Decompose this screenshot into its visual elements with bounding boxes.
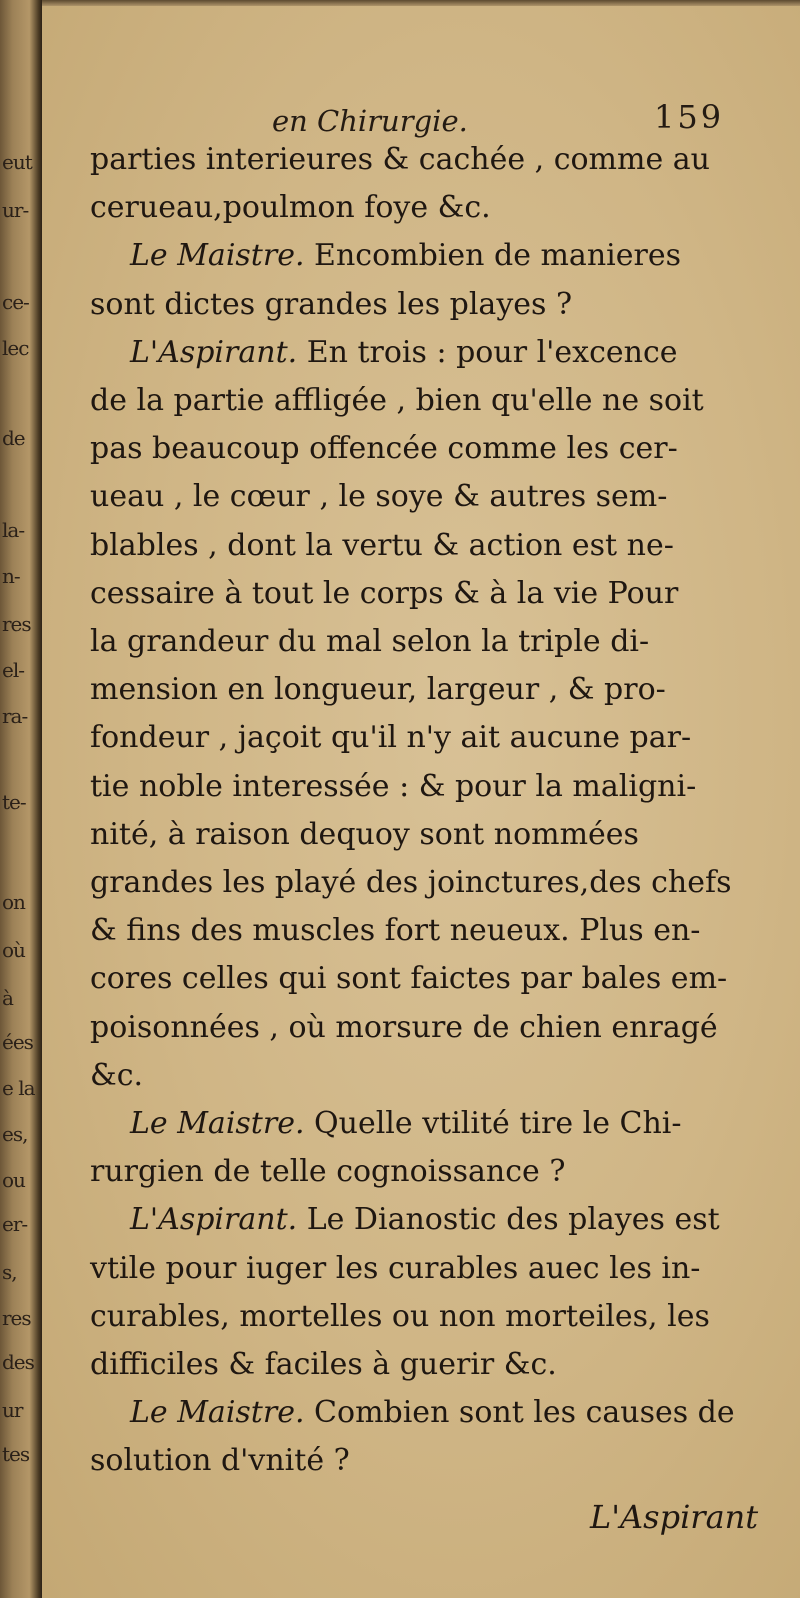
line-text: & fins des muscles fort neueux. Plus en- [90, 913, 701, 949]
text-line [90, 381, 704, 421]
facing-fragment: de [2, 426, 25, 450]
text-line [130, 236, 681, 276]
line-text: fondeur , jaçoit qu'il n'y ait aucune par- [90, 720, 692, 756]
text-line [130, 1104, 682, 1144]
line-text: cerueau,poulmon foye &c. [90, 190, 491, 226]
facing-fragment: n- [2, 564, 20, 588]
text-line [90, 911, 700, 951]
text-line [90, 718, 691, 758]
text-line [130, 333, 678, 373]
line-text: de la partie affligée , bien qu'elle ne soit [90, 383, 704, 418]
facing-fragment: res [2, 612, 31, 636]
text-line [130, 1200, 720, 1240]
facing-fragment: ra- [2, 704, 28, 728]
facing-fragment: ou [2, 1168, 25, 1192]
text-line [90, 1056, 143, 1096]
line-text: poisonnées , où morsure de chien enragé [90, 1009, 718, 1045]
speaker-label: Le Maistre. [130, 1395, 305, 1431]
line-text: Combien sont les causes de [314, 1395, 735, 1431]
facing-fragment: tes [2, 1442, 30, 1466]
text-line [90, 1249, 700, 1289]
text-line [90, 1008, 718, 1048]
line-text: blables , dont la vertu & action est ne- [90, 527, 674, 563]
text-line [90, 1152, 565, 1192]
line-text: curables, mortelles ou non morteiles, les [90, 1298, 710, 1334]
facing-fragment: e la [2, 1076, 35, 1100]
text-line [90, 622, 649, 662]
text-line [90, 285, 572, 325]
facing-fragment: s, [2, 1260, 17, 1284]
text-line [90, 140, 710, 180]
facing-fragment: es, [2, 1122, 28, 1146]
line-text: vtile pour iuger les curables auec les in- [90, 1250, 701, 1286]
book-page [42, 6, 800, 1598]
facing-fragment: à [2, 986, 13, 1010]
line-text: ueau , le cœur , le soye & autres sem- [90, 479, 668, 515]
speaker-label: Le Maistre. [130, 1106, 305, 1141]
facing-fragment: la- [2, 518, 25, 542]
line-text: rurgien de telle cognoissance ? [90, 1154, 566, 1190]
line-text: pas beaucoup offencée comme les cer- [90, 431, 678, 467]
facing-fragment: des [2, 1350, 34, 1374]
line-text: tie noble interessée : & pour la maligni- [90, 768, 697, 804]
line-text: difficiles & faciles à guerir &c. [90, 1347, 557, 1382]
line-text: cessaire à tout le corps & à la vie Pour [90, 575, 679, 611]
facing-fragment: ur [2, 1398, 23, 1422]
line-text: Encombien de manieres [314, 238, 681, 274]
line-text: grandes les playé des joinctures,des chefs [90, 865, 732, 900]
text-line [90, 429, 678, 469]
speaker-label: L'Aspirant. [130, 334, 298, 370]
page-number: 159 [654, 98, 725, 136]
facing-fragment: ées [2, 1030, 33, 1054]
line-text: solution d'vnité ? [90, 1443, 350, 1479]
line-text: sont dictes grandes les playes ? [90, 286, 573, 322]
line-text: mension en longueur, largeur , & pro- [90, 672, 666, 708]
line-text: Quelle vtilité tire le Chi- [314, 1106, 682, 1141]
text-line [90, 1345, 557, 1385]
running-head: en Chirurgie. [272, 104, 468, 138]
facing-fragment: te- [2, 790, 26, 814]
facing-fragment: el- [2, 658, 24, 682]
text-line [90, 670, 666, 710]
facing-fragment: ce- [2, 290, 29, 314]
line-text: parties interieures & cachée , comme au [90, 142, 710, 177]
text-line [90, 959, 727, 999]
text-line [90, 767, 696, 807]
line-text: cores celles qui sont faictes par bales em- [90, 961, 728, 997]
text-line [90, 1441, 350, 1481]
line-text: Le Dianostic des playes est [306, 1202, 720, 1238]
line-text: nité, à raison dequoy sont nommées [90, 816, 639, 852]
text-line [90, 526, 674, 566]
speaker-label: L'Aspirant. [130, 1202, 298, 1238]
text-line [90, 188, 491, 228]
text-line [90, 477, 667, 517]
line-text: En trois : pour l'excence [306, 334, 678, 370]
text-line [90, 574, 678, 614]
line-text: &c. [90, 1057, 144, 1093]
facing-fragment: eut [2, 150, 32, 174]
facing-fragment: où [2, 938, 25, 962]
text-line [90, 863, 731, 903]
facing-fragment: er- [2, 1212, 28, 1236]
catchword: L'Aspirant [590, 1498, 759, 1536]
text-line [130, 1393, 735, 1433]
facing-fragment: ur- [2, 198, 29, 222]
text-line [90, 1297, 710, 1337]
facing-fragment: res [2, 1306, 31, 1330]
text-line [90, 815, 639, 855]
speaker-label: Le Maistre. [130, 238, 305, 274]
facing-fragment: on [2, 890, 25, 914]
facing-fragment: lec [2, 336, 29, 360]
line-text: la grandeur du mal selon la triple di- [90, 624, 650, 659]
